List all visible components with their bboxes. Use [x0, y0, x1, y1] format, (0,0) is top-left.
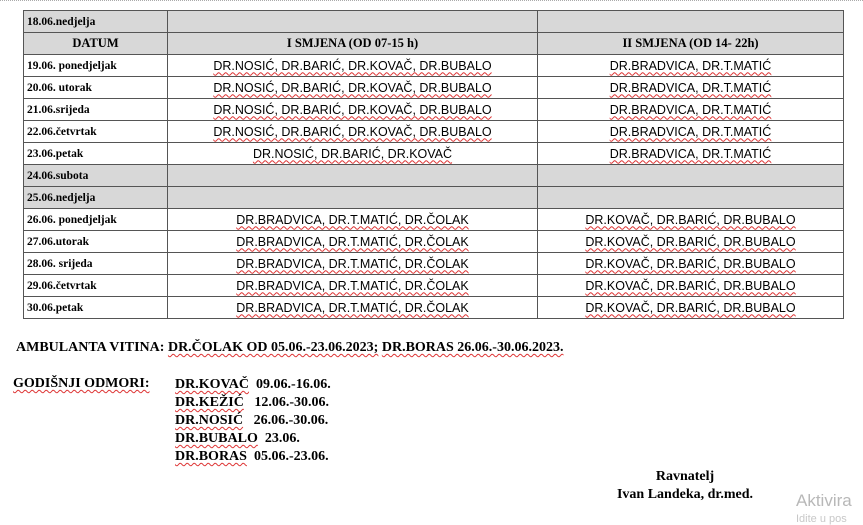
- doctor-list: DR.BRADVICA, DR.T.MATIĆ, DR.ČOLAK: [236, 212, 469, 227]
- shift2-cell: [538, 11, 844, 33]
- signature-title: Ravnatelj: [655, 469, 715, 484]
- shift2-cell: [538, 99, 844, 121]
- activation-watermark: Aktivira: [796, 491, 852, 510]
- table-row: [24, 165, 844, 187]
- table-row: [24, 11, 844, 33]
- shift2-cell: [538, 231, 844, 253]
- vacation-dates: 23.06.: [264, 431, 300, 446]
- signature-name: Ivan Landeka, dr.med.: [616, 487, 754, 502]
- header-date: DATUM: [24, 33, 168, 55]
- list-item: [175, 412, 331, 430]
- signature-block: [600, 468, 770, 504]
- ambulanta-entry-2: DR.BORAS 26.06.-30.06.2023.: [381, 340, 564, 355]
- vacation-name: DR.KOVAČ: [175, 377, 250, 392]
- doctor-list: DR.BRADVICA, DR.T.MATIĆ: [609, 102, 772, 117]
- shift2-cell: [538, 209, 844, 231]
- vacation-label: [13, 376, 150, 392]
- table-row: [24, 253, 844, 275]
- ambulanta-line: [16, 340, 563, 356]
- doctor-list: DR.BRADVICA, DR.T.MATIĆ, DR.ČOLAK: [236, 234, 469, 249]
- doctor-list: DR.NOSIĆ, DR.BARIĆ, DR.KOVAČ, DR.BUBALO: [213, 58, 492, 73]
- doctor-list: DR.NOSIĆ, DR.BARIĆ, DR.KOVAČ, DR.BUBALO: [213, 80, 492, 95]
- date-cell: 22.06.četvrtak: [24, 121, 168, 143]
- shift2-cell: [538, 77, 844, 99]
- doctor-list: DR.KOVAČ, DR.BARIĆ, DR.BUBALO: [585, 256, 796, 271]
- shift1-cell: [168, 209, 538, 231]
- doctor-list: DR.BRADVICA, DR.T.MATIĆ, DR.ČOLAK: [236, 300, 469, 315]
- shift1-cell: [168, 297, 538, 319]
- page-top-border: [0, 0, 863, 7]
- shift2-cell: [538, 275, 844, 297]
- vacation-name: DR.KEŽIĆ: [175, 395, 244, 410]
- doctor-list: DR.BRADVICA, DR.T.MATIĆ: [609, 124, 772, 139]
- date-cell: 23.06.petak: [24, 143, 168, 165]
- table-row: [24, 187, 844, 209]
- vacation-name: DR.NOSIĆ: [175, 413, 244, 428]
- date-cell: 29.06.četvrtak: [24, 275, 168, 297]
- list-item: [175, 448, 331, 466]
- doctor-list: DR.BRADVICA, DR.T.MATIĆ: [609, 58, 772, 73]
- shift2-cell: [538, 187, 844, 209]
- table-row: [24, 143, 844, 165]
- shift1-cell: [168, 99, 538, 121]
- vacation-name: DR.BORAS: [175, 449, 247, 464]
- shift1-cell: [168, 275, 538, 297]
- shift2-cell: [538, 143, 844, 165]
- shift1-cell: [168, 231, 538, 253]
- date-cell: 19.06. ponedjeljak: [24, 55, 168, 77]
- doctor-list: DR.BRADVICA, DR.T.MATIĆ: [609, 80, 772, 95]
- table-row: [24, 77, 844, 99]
- date-cell: 24.06.subota: [24, 165, 168, 187]
- doctor-list: DR.NOSIĆ, DR.BARIĆ, DR.KOVAČ: [252, 146, 453, 161]
- vacation-label-text: GODIŠNJI ODMORI:: [13, 376, 150, 391]
- shift2-cell: [538, 165, 844, 187]
- shift1-cell: [168, 143, 538, 165]
- table-row: [24, 209, 844, 231]
- shift1-cell: [168, 11, 538, 33]
- doctor-list: DR.KOVAČ, DR.BARIĆ, DR.BUBALO: [585, 278, 796, 293]
- date-cell: 25.06.nedjelja: [24, 187, 168, 209]
- shift1-cell: [168, 55, 538, 77]
- vacation-dates: 12.06.-30.06.: [254, 395, 330, 410]
- header-shift2: II SMJENA (OD 14- 22h): [538, 33, 844, 55]
- list-item: [175, 376, 331, 394]
- shift1-cell: [168, 165, 538, 187]
- vacation-list: [175, 376, 331, 466]
- vacation-dates: 05.06.-23.06.: [253, 449, 329, 464]
- table-row: [24, 275, 844, 297]
- header-shift1: I SMJENA (OD 07-15 h): [168, 33, 538, 55]
- table-row: [24, 121, 844, 143]
- date-cell: 27.06.utorak: [24, 231, 168, 253]
- shift1-cell: [168, 253, 538, 275]
- activation-watermark-sub: Idite u pos: [796, 513, 847, 525]
- date-cell: 18.06.nedjelja: [24, 11, 168, 33]
- ambulanta-label: AMBULANTA VITINA:: [16, 340, 165, 355]
- vacation-dates: 09.06.-16.06.: [256, 377, 331, 392]
- date-cell: 30.06.petak: [24, 297, 168, 319]
- table-row: [24, 297, 844, 319]
- doctor-list: DR.KOVAČ, DR.BARIĆ, DR.BUBALO: [585, 300, 796, 315]
- date-cell: 21.06.srijeda: [24, 99, 168, 121]
- vacation-dates: 26.06.-30.06.: [253, 413, 329, 428]
- ambulanta-entry-1: DR.ČOLAK OD 05.06.-23.06.2023;: [167, 340, 379, 355]
- date-cell: 26.06. ponedjeljak: [24, 209, 168, 231]
- shift2-cell: [538, 121, 844, 143]
- shift1-cell: [168, 77, 538, 99]
- doctor-list: DR.KOVAČ, DR.BARIĆ, DR.BUBALO: [585, 234, 796, 249]
- doctor-list: DR.BRADVICA, DR.T.MATIĆ: [609, 146, 772, 161]
- shift2-cell: [538, 253, 844, 275]
- list-item: [175, 430, 331, 448]
- vacation-name: DR.BUBALO: [175, 431, 258, 446]
- date-cell: 28.06. srijeda: [24, 253, 168, 275]
- doctor-list: DR.NOSIĆ, DR.BARIĆ, DR.KOVAČ, DR.BUBALO: [213, 124, 492, 139]
- doctor-list: DR.NOSIĆ, DR.BARIĆ, DR.KOVAČ, DR.BUBALO: [213, 102, 492, 117]
- doctor-list: DR.BRADVICA, DR.T.MATIĆ, DR.ČOLAK: [236, 278, 469, 293]
- shift2-cell: [538, 55, 844, 77]
- table-row: [24, 99, 844, 121]
- list-item: [175, 394, 331, 412]
- table-row: [24, 231, 844, 253]
- table-row: [24, 55, 844, 77]
- table-header-row: [24, 33, 844, 55]
- shift1-cell: [168, 187, 538, 209]
- date-cell: 20.06. utorak: [24, 77, 168, 99]
- doctor-list: DR.KOVAČ, DR.BARIĆ, DR.BUBALO: [585, 212, 796, 227]
- shift2-cell: [538, 297, 844, 319]
- doctor-list: DR.BRADVICA, DR.T.MATIĆ, DR.ČOLAK: [236, 256, 469, 271]
- shift1-cell: [168, 121, 538, 143]
- schedule-table: [23, 10, 844, 319]
